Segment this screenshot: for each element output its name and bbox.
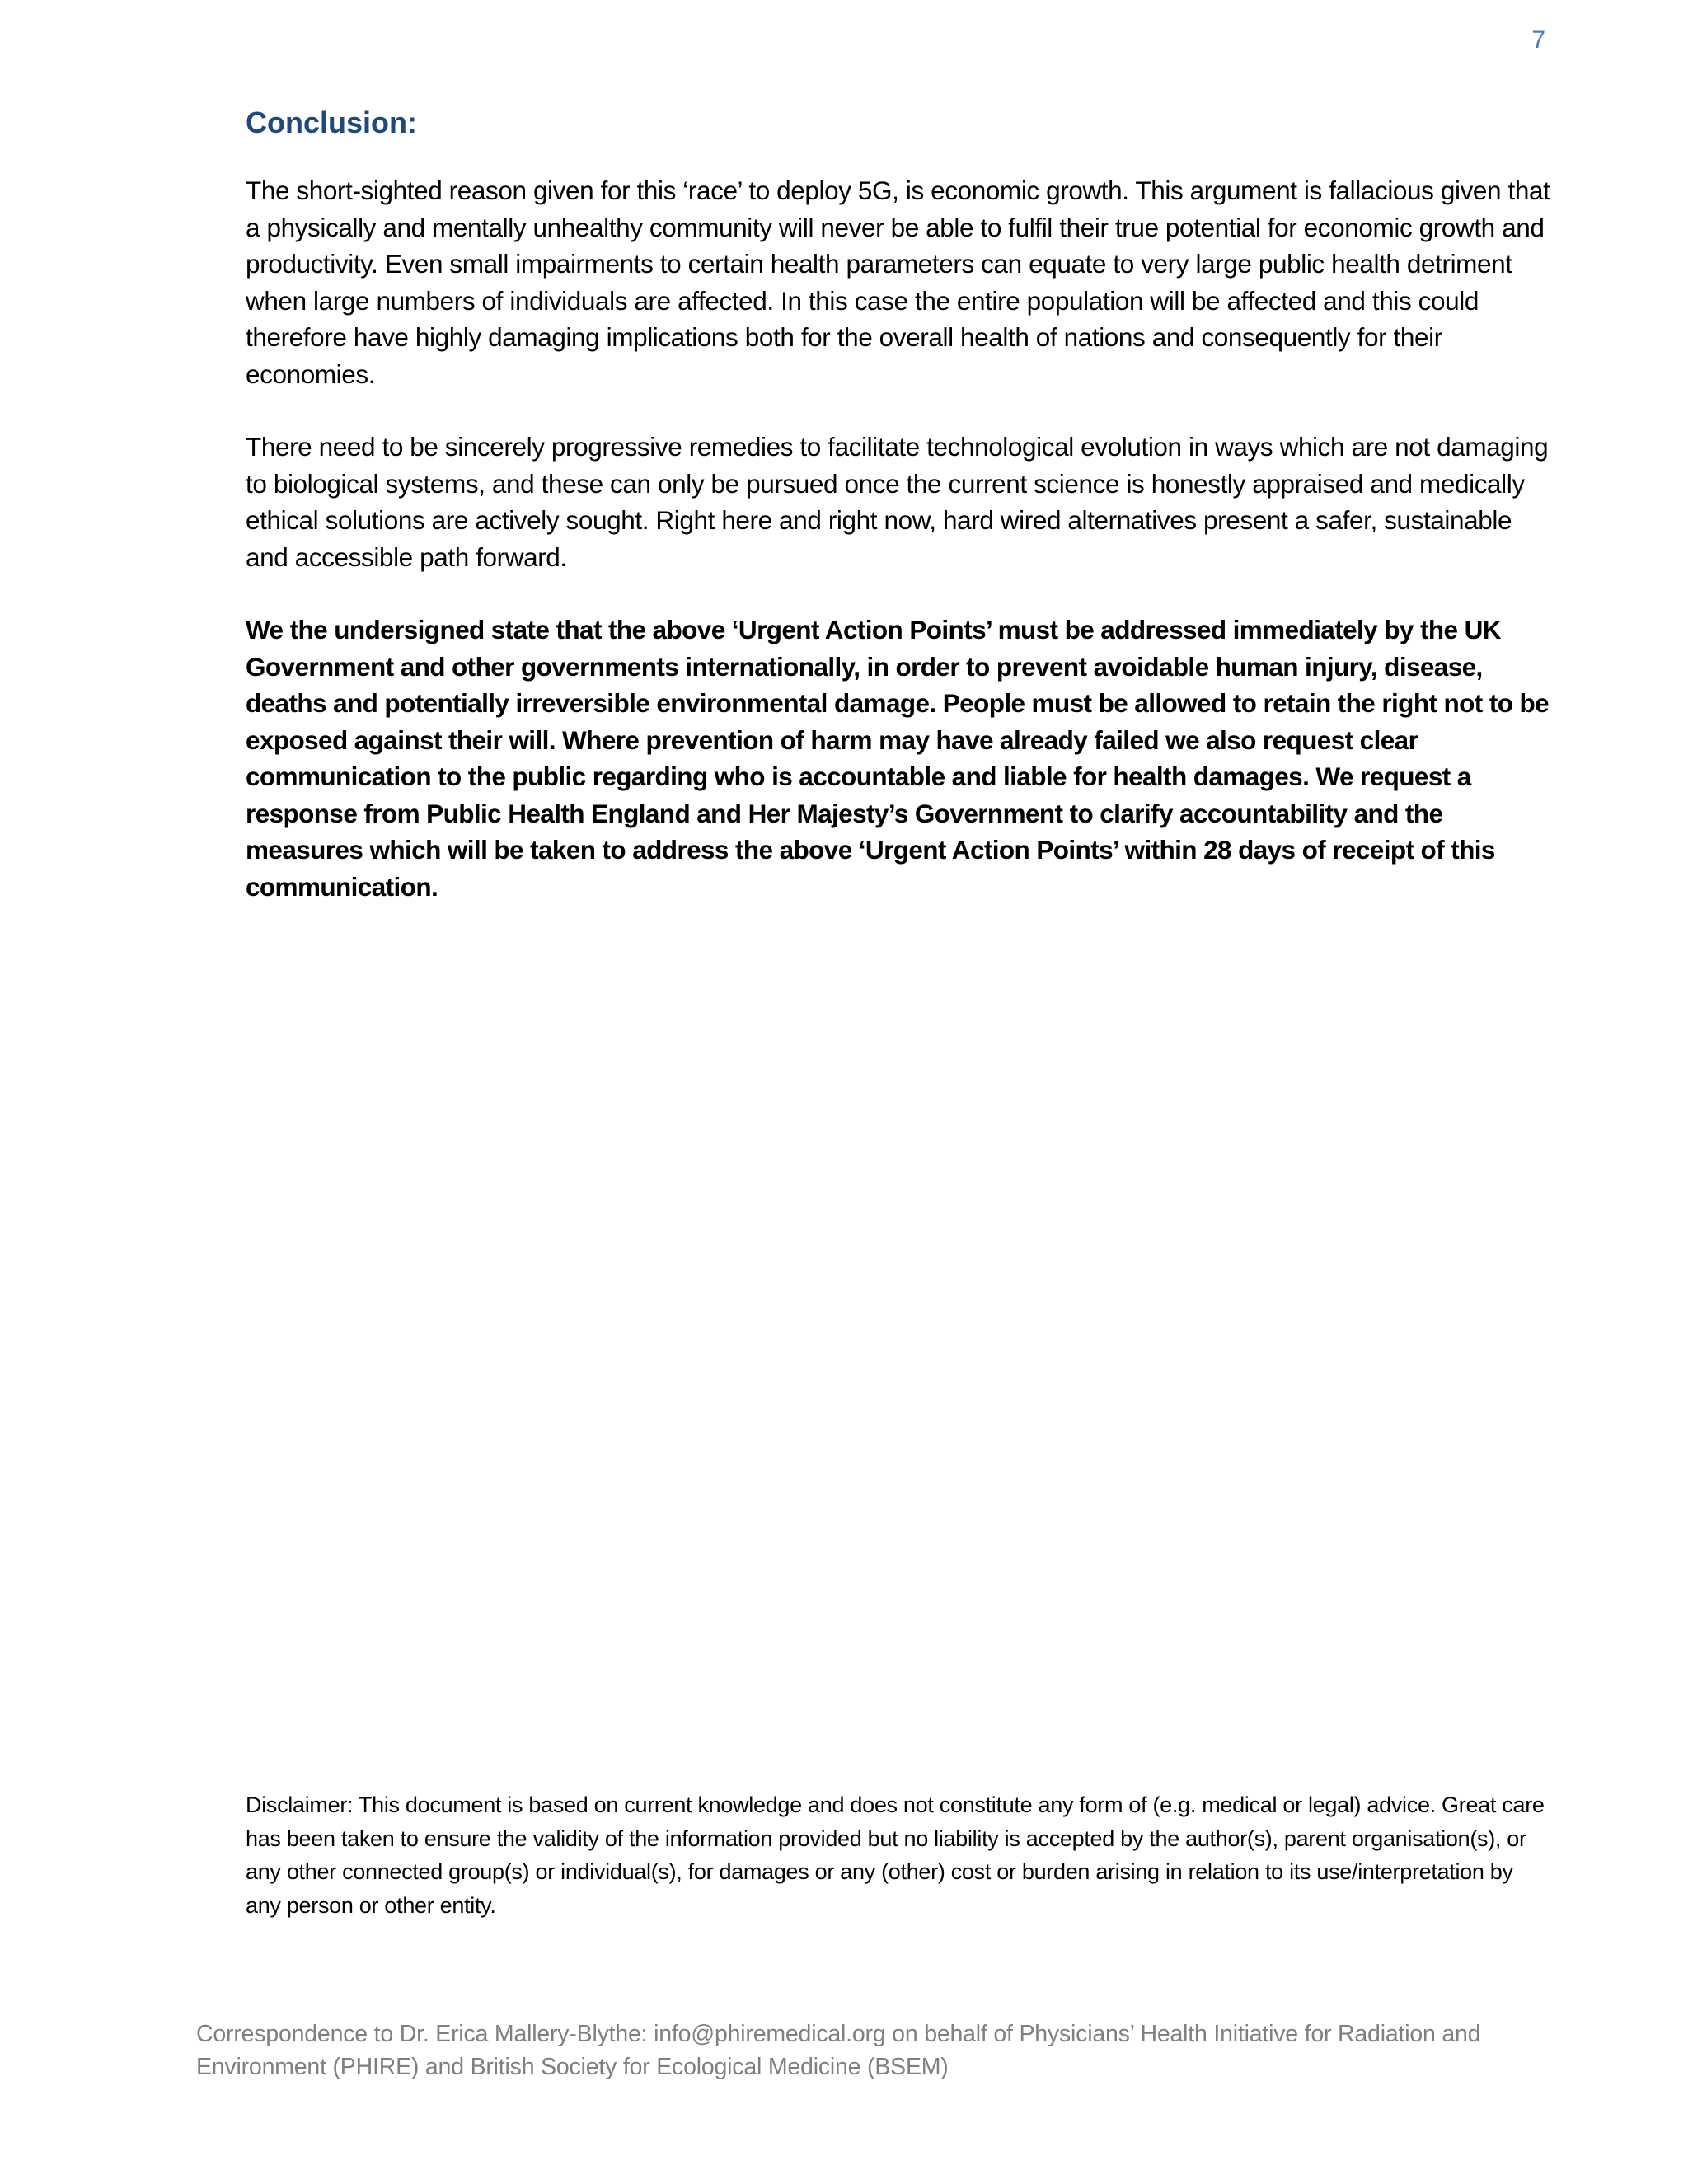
correspondence-footer: Correspondence to Dr. Erica Mallery-Blythe: info@phiremedical.org on behalf of Physicians’ Health Initiative for Radiation and Environment (PHIRE) and British Society for Ecological Medicine (BSEM) — [196, 2021, 1481, 2080]
conclusion-paragraph-remedies: There need to be sincerely progressive remedies to facilitate technological evolution in ways which are not damaging to biological systems, and these can only be pursued once the current science is honestly appraised and medically ethical solutions are actively sought. Right here and right now, hard wired alternatives present a safer, sustainable and accessible path forward. — [246, 432, 1549, 572]
conclusion-heading: Conclusion: — [246, 105, 417, 139]
conclusion-paragraph-economic-growth: The short-sighted reason given for this ‘race’ to deploy 5G, is economic growth. This argument is fallacious given that a physically and mentally unhealthy community will never be able to fulfil their true potential for economic growth and productivity. Even small impairments to certain health parameters can equate to very large public health detriment when large numbers of individuals are affected. In this case the entire population will be affected and this could therefore have highly damaging implications both for the overall health of nations and consequently for their economies. — [246, 176, 1550, 389]
page-number: 7 — [1531, 26, 1545, 54]
conclusion-section — [246, 99, 1556, 905]
disclaimer-text: Disclaimer: This document is based on current knowledge and does not constitute any form of (e.g. medical or legal) advice. Great care has been taken to ensure the validity of the information provided but no liability is accepted by the author(s), parent organisation(s), or any other connected group(s) or individual(s), for damages or any (other) cost or burden arising in relation to its use/interpretation by any person or other entity. — [246, 1793, 1545, 1918]
conclusion-paragraph-demand-statement: We the undersigned state that the above ‘Urgent Action Points’ must be addressed immediately by the UK Government and other governments internationally, in order to prevent avoidable human injury, disease, deaths and potentially irreversible environmental damage. People must be allowed to retain the right not to be exposed against their will. Where prevention of harm may have already failed we also request clear communication to the public regarding who is accountable and liable for health damages. We request a response from Public Health England and Her Majesty’s Government to clarify accountability and the measures which will be taken to address the above ‘Urgent Action Points’ within 28 days of receipt of this communication. — [246, 615, 1550, 902]
